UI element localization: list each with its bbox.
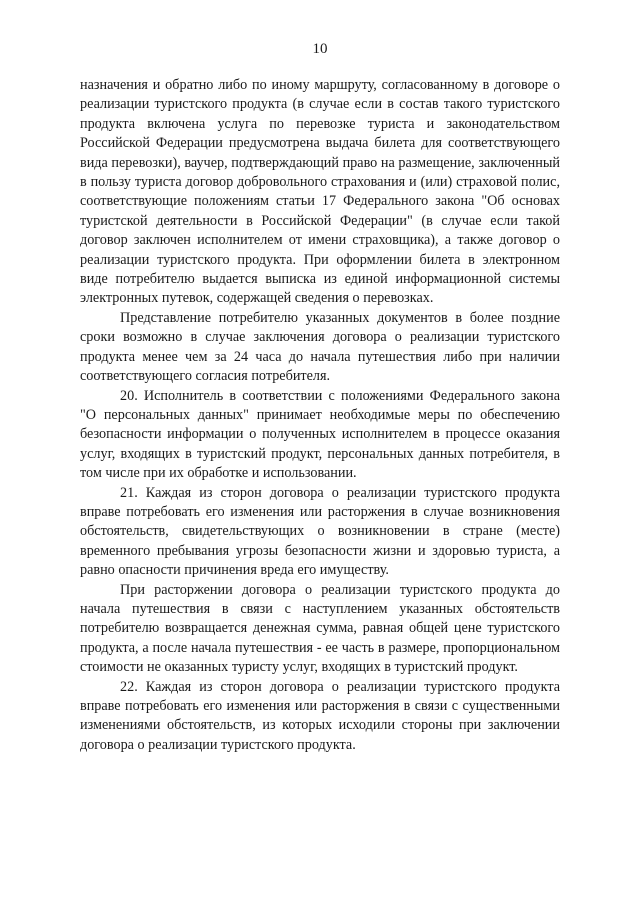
document-body (80, 76, 560, 755)
paragraph-item-22: 22. Каждая из сторон договора о реализации туристского продукта вправе потребовать его изменения или расторжения в связи с существенными изменениями обстоятельств, из которых исходили стороны при заключении договора о реализации туристского продукта. (80, 678, 560, 753)
paragraph-termination-refund: При расторжении договора о реализации туристского продукта до начала путешествия в связи с наступлением указанных обстоятельств потребителю возвращается денежная сумма, равная общей цене туристского продукта, а после начала путешествия - ее часть в размере, пропорциональном стоимости не оказанных туристу услуг, входящих в туристский продукт. (80, 581, 560, 676)
paragraph-item-20: 20. Исполнитель в соответствии с положениями Федерального закона "О персональных данных" принимает необходимые меры по обеспечению безопасности информации о полученных исполнителем в процессе оказания услуг, входящих в туристский продукт, персональных данных потребителя, в том числе при их обработке и использовании. (80, 387, 560, 482)
page-number: 10 (312, 41, 328, 57)
paragraph-documents-timing: Представление потребителю указанных документов в более поздние сроки возможно в случае заключения договора о реализации туристского продукта менее чем за 24 часа до начала путешествия либо при наличии соответствующего согласия потребителя. (80, 309, 560, 385)
paragraph-item-21: 21. Каждая из сторон договора о реализации туристского продукта вправе потребовать его изменения или расторжения в случае возникновения обстоятельств, свидетельствующих о возникновении в стране (месте) временного пребывания угрозы безопасности жизни и здоровью туриста, а равно опасности причинения вреда его имуществу. (80, 484, 560, 579)
paragraph-continuation: назначения и обратно либо по иному маршруту, согласованному в договоре о реализации туристского продукта (в случае если в состав такого туристского продукта включена услуга по перевозке туриста и законодательством Российской Федерации предусмотрена выдача билета для соответствующего вида перевозки), ваучер, подтверждающий право на размещение, заключенный в пользу туриста договор добровольного страхования и (или) страховой полис, соответствующие положениям статьи 17 Федерального закона "Об основах туристской деятельности в Российской Федерации" (в случае если такой договор заключен исполнителем от имени страховщика), а также договор о реализации туристского продукта. При оформлении билета в электронном виде потребителю выдается выписка из единой информационной системы электронных путевок, содержащей сведения о перевозках. (80, 77, 560, 307)
